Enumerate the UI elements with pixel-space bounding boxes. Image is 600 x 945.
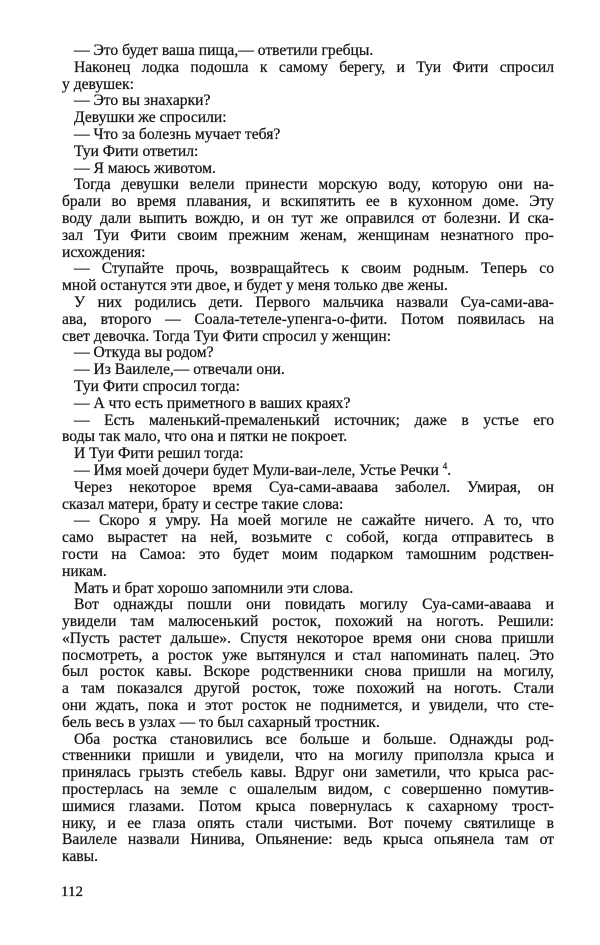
text-line	[62, 681, 554, 698]
page-body-text	[62, 43, 554, 866]
text-line-content: — Это будет ваша пища,— ответили гребцы.	[74, 42, 374, 59]
text-line	[62, 329, 554, 346]
footnote-marker: 4	[442, 460, 448, 471]
text-line-content: — Откуда вы родом?	[74, 344, 214, 362]
text-line-content: Мать и брат хорошо запомнили эти слова.	[74, 579, 354, 597]
text-line-content: свет девочка. Тогда Туи Фити спросил у женщин:	[62, 327, 392, 345]
text-line	[62, 832, 554, 849]
text-line-content: — Это вы знахарки?	[74, 92, 211, 110]
text-line	[62, 295, 554, 312]
text-line	[62, 460, 554, 480]
text-line-content: увидели там малюсенький росток, похожий на ноготь. Решили:	[62, 613, 554, 631]
text-line	[62, 77, 554, 94]
text-line	[62, 765, 554, 782]
text-line-content: И Туи Фити решил тогда:	[74, 445, 244, 463]
text-line	[62, 345, 554, 362]
text-line	[62, 127, 554, 144]
text-line	[62, 379, 554, 396]
text-line	[62, 816, 554, 833]
text-line	[62, 799, 554, 816]
text-line	[62, 194, 554, 211]
text-line-content: Оба ростка становились все больше и больше. Однажды род-	[74, 730, 554, 748]
text-punctuation: .	[447, 461, 452, 479]
text-line-content: Девушки же спросили:	[74, 109, 227, 127]
text-line	[62, 43, 554, 60]
text-line	[62, 245, 554, 262]
text-line	[62, 748, 554, 765]
text-line-content: кавы.	[62, 848, 98, 866]
text-line-content: простерлась на земле с ошалелым видом, с совершенно помутив-	[62, 781, 554, 799]
text-line-content: посмотреть, а росток уже вытянулся и стал напоминать палец. Это	[62, 646, 554, 664]
text-line	[62, 228, 554, 245]
page-number: 112	[61, 884, 83, 900]
text-line-content: — Что за болезнь мучает тебя?	[74, 125, 281, 143]
text-line-content: — Скоро я умру. На моей могиле не сажайте ничего. А то, что	[74, 512, 554, 530]
text-line-content: — А что есть приметного в ваших краях?	[74, 394, 351, 412]
text-line	[62, 732, 554, 749]
text-line-content: Тогда девушки велели принести морскую воду, которую они на-	[74, 176, 554, 194]
text-line	[62, 177, 554, 194]
text-line-content: они ждать, пока и этот росток не поднимется, и увидели, что сте-	[62, 697, 554, 715]
text-line-content: — Имя моей дочери будет Мули-ваи-леле, Устье Речки	[74, 461, 439, 479]
text-line-content: — Я маюсь животом.	[74, 159, 216, 177]
text-line	[62, 631, 554, 648]
text-line-content: ава, второго — Соала-тетеле-упенга-о-фити. Потом появилась на	[62, 310, 554, 328]
text-line	[62, 614, 554, 631]
text-line-content: у девушек:	[62, 75, 135, 93]
text-line-content: мной останутся эти двое, и будет у меня только две жены.	[62, 277, 448, 295]
text-line-content: а там показался другой росток, тоже похожий на ноготь. Стали	[62, 680, 554, 698]
text-line-content: — Ступайте прочь, возвращайтесь к своим родным. Теперь со	[74, 260, 554, 278]
text-line-content: Наконец лодка подошла к самому берегу, и Туи Фити спросил	[74, 58, 554, 76]
text-line	[62, 261, 554, 278]
text-line	[62, 648, 554, 665]
text-line-content: Туи Фити ответил:	[74, 142, 199, 160]
text-line	[62, 396, 554, 413]
text-line	[62, 782, 554, 799]
text-line	[62, 581, 554, 598]
text-line-content: воды так мало, что она и пятки не покроет.	[62, 428, 348, 446]
text-line	[62, 698, 554, 715]
text-line	[62, 715, 554, 732]
text-line-content: шимися глазами. Потом крыса повернулась к сахарному трост-	[62, 797, 554, 815]
text-line-content: Ваилеле назвали Нинива, Опьянение: ведь крыса опьянела там от	[62, 831, 554, 849]
text-line	[62, 93, 554, 110]
text-line-content: исхождения:	[62, 243, 146, 261]
text-line-content: принялась грызть стебель кавы. Вдруг они заметили, что крыса рас-	[62, 764, 554, 782]
text-line	[62, 161, 554, 178]
text-line-content: само вырастет на ней, возьмите с собой, когда отправитесь в	[62, 529, 554, 547]
text-line-content: воду дали выпить вождю, и он тут же оправился от болезни. И ска-	[62, 209, 554, 227]
text-line-content: гости на Самоа: это будет моим подарком тамошним родствен-	[62, 545, 554, 563]
text-line	[62, 849, 554, 866]
text-line-content: Вот однажды пошли они повидать могилу Суа-сами-аваава и	[74, 596, 554, 614]
text-line	[62, 362, 554, 379]
text-line-content: никам.	[62, 562, 107, 580]
text-line-content: нику, и ее глаза опять стали чистыми. Вот почему святилище в	[62, 814, 554, 832]
text-line-content: «Пусть растет дальше». Спустя некоторое время они снова пришли	[62, 629, 554, 647]
text-line	[62, 312, 554, 329]
text-line-content: — Есть маленький-премаленький источник; даже в устье его	[74, 411, 554, 429]
text-line	[62, 110, 554, 127]
text-line	[62, 144, 554, 161]
text-line	[62, 211, 554, 228]
text-line-content: сказал матери, брату и сестре такие слова:	[62, 495, 344, 513]
text-line	[62, 480, 554, 497]
text-line	[62, 446, 554, 463]
text-line	[62, 429, 554, 446]
text-line-content: ственники пришли и увидели, что на могилу приползла крыса и	[62, 747, 554, 765]
text-line	[62, 547, 554, 564]
text-line	[62, 60, 554, 77]
text-line-content: Туи Фити спросил тогда:	[74, 377, 240, 395]
text-line-content: бель весь в узлах — то был сахарный тростник.	[62, 713, 380, 731]
text-line	[62, 513, 554, 530]
text-line-content: Через некоторое время Суа-сами-аваава заболел. Умирая, он	[74, 478, 554, 496]
text-line	[62, 497, 554, 514]
text-line	[62, 664, 554, 681]
text-line	[62, 597, 554, 614]
text-line	[62, 413, 554, 430]
text-line	[62, 278, 554, 295]
text-line-content: — Из Ваилеле,— отвечали они.	[74, 361, 285, 379]
text-line-content: брали во время плавания, и вскипятить ее в кухонном доме. Эту	[62, 193, 554, 211]
text-line-content: зал Туи Фити своим прежним женам, женщинам незнатного про-	[62, 226, 554, 244]
text-line	[62, 564, 554, 581]
text-line	[62, 530, 554, 547]
text-line-content: был росток кавы. Вскоре родственники снова пришли на могилу,	[62, 663, 554, 681]
text-line-content: У них родились дети. Первого мальчика назвали Суа-сами-ава-	[74, 293, 554, 311]
